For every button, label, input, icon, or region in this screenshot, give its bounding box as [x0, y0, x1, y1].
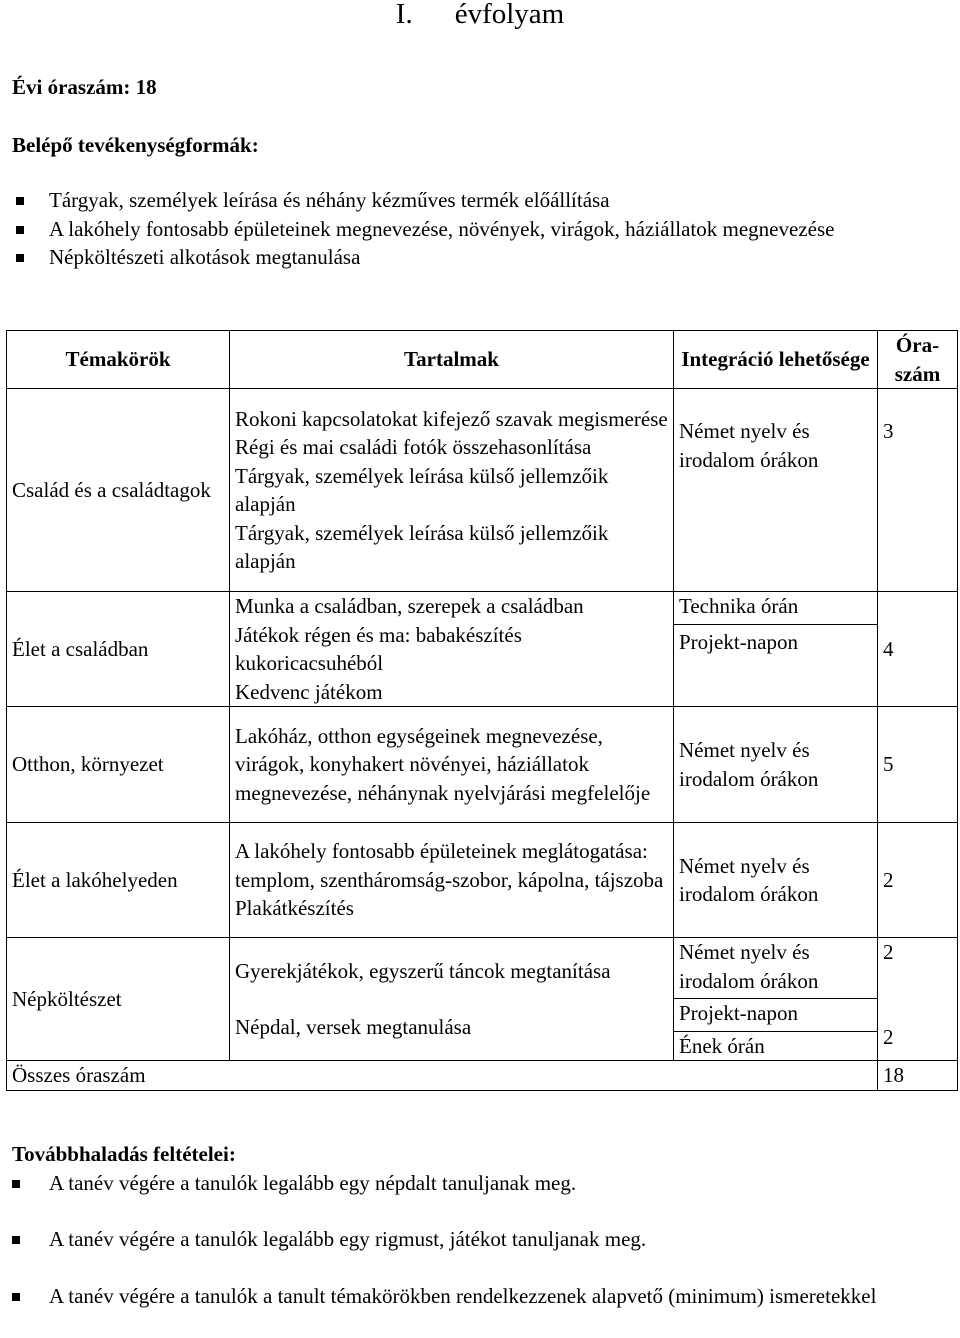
- content-item: Tárgyak, személyek leírása külső jellemzőik alapján: [235, 463, 609, 516]
- integration-cell: Német nyelv és irodalom órákon: [674, 823, 878, 938]
- contents-cell: [230, 592, 674, 707]
- content-item: Kedvenc játékom: [235, 679, 383, 704]
- topic-cell: Otthon, környezet: [7, 707, 230, 823]
- integration-cell: [674, 592, 878, 707]
- grade-numeral: I.: [395, 0, 413, 30]
- content-item: Játékok régen és ma: babakészítés kukoricacsuhéból: [235, 622, 522, 675]
- header-contents: Tartalmak: [230, 331, 674, 389]
- table-row: [7, 823, 958, 938]
- integration-cell: Német nyelv és irodalom órákon: [674, 389, 878, 592]
- integration-item: Német nyelv és irodalom órákon: [674, 938, 877, 999]
- hours-value: 2: [883, 940, 894, 964]
- header-topics: Témakörök: [7, 331, 230, 389]
- integration-cell: Német nyelv és irodalom órákon: [674, 707, 878, 823]
- contents-cell: [230, 823, 674, 938]
- hours-cell: 4: [878, 592, 958, 707]
- hours-value: 2: [883, 1024, 894, 1049]
- content-item: Gyerekjátékok, egyszerű táncok megtanítása: [235, 958, 611, 983]
- hours-cell: [878, 938, 958, 1061]
- total-value: 18: [878, 1061, 958, 1091]
- progression-section: [12, 1140, 932, 1338]
- list-item: A tanév végére a tanulók a tanult témakörökben rendelkezzenek alapvető (minimum) ismeretekkel: [12, 1282, 932, 1311]
- content-item: Régi és mai családi fotók összehasonlítása: [235, 435, 592, 459]
- topic-cell: Család és a családtagok: [7, 389, 230, 592]
- grade-word: évfolyam: [454, 0, 565, 30]
- list-item: Népköltészeti alkotások megtanulása: [12, 243, 912, 272]
- contents-cell: [230, 938, 674, 1061]
- total-label: Összes óraszám: [7, 1061, 878, 1091]
- progression-heading: Továbbhaladás feltételei:: [12, 1142, 236, 1166]
- hours-cell: 2: [878, 823, 958, 938]
- list-item: A tanév végére a tanulók legalább egy népdalt tanuljanak meg.: [12, 1169, 932, 1198]
- content-item: Tárgyak, személyek leírása külső jellemzőik alapján: [235, 520, 609, 573]
- integration-item: Projekt-napon: [674, 999, 877, 1032]
- list-item: Tárgyak, személyek leírása és néhány kézműves termék előállítása: [12, 186, 912, 215]
- total-row: [7, 1061, 958, 1091]
- topic-cell: Élet a családban: [7, 592, 230, 707]
- integration-item: Projekt-napon: [679, 629, 798, 654]
- content-item: Munka a családban, szerepek a családban: [235, 594, 584, 618]
- integration-cell: [674, 938, 878, 1061]
- integration-item: Technika órán: [674, 592, 877, 625]
- list-item: A tanév végére a tanulók legalább egy rigmust, játékot tanuljanak meg.: [12, 1225, 932, 1254]
- content-item: Népdal, versek megtanulása: [235, 1015, 472, 1039]
- table-row: [7, 592, 958, 707]
- table-row: [7, 389, 958, 592]
- entry-activities-heading: Belépő tevékenységformák:: [12, 133, 259, 157]
- content-item: A lakóhely fontosabb épületeinek meglátogatása: templom, szentháromság-szobor, kápolna, tájszoba: [235, 839, 664, 892]
- page-title: [0, 0, 960, 34]
- progression-list: [12, 1169, 932, 1311]
- entry-activities-list: [12, 186, 912, 272]
- list-item: A lakóhely fontosabb épületeinek megnevezése, növények, virágok, háziállatok megnevezése: [12, 215, 912, 244]
- contents-cell: Lakóház, otthon egységeinek megnevezése, virágok, konyhakert növényei, háziállatok megnevezése, néhánynak nyelvjárási megfelelője: [230, 707, 674, 823]
- table-header-row: [7, 331, 958, 389]
- content-item: Rokoni kapcsolatokat kifejező szavak megismerése: [235, 406, 668, 431]
- hours-cell: 5: [878, 707, 958, 823]
- content-item: Plakátkészítés: [235, 896, 354, 921]
- hours-cell: 3: [878, 389, 958, 592]
- annual-hours: Évi óraszám: 18: [12, 75, 157, 99]
- header-integration: Integráció lehetősége: [674, 331, 878, 389]
- curriculum-table: [6, 330, 958, 1091]
- header-hours: Óra- szám: [878, 331, 958, 389]
- table-row: [7, 938, 958, 1061]
- topic-cell: Élet a lakóhelyeden: [7, 823, 230, 938]
- topic-cell: Népköltészet: [7, 938, 230, 1061]
- integration-item: Ének órán: [679, 1033, 765, 1058]
- table-row: [7, 707, 958, 823]
- contents-cell: [230, 389, 674, 592]
